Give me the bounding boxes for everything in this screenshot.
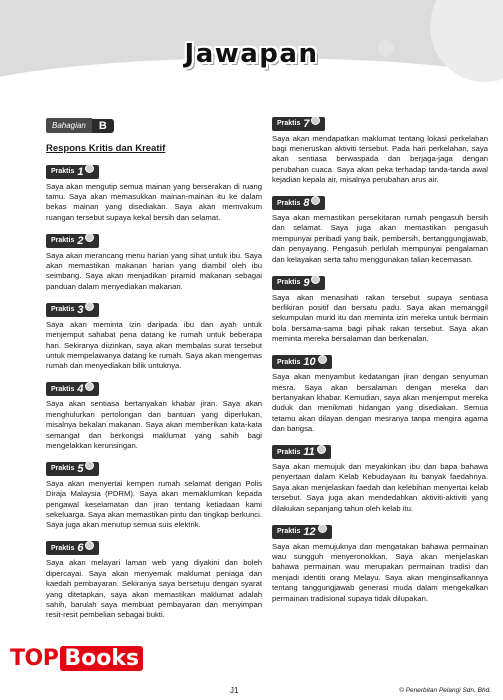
topbooks-watermark (10, 646, 143, 671)
bullet-dot-icon (85, 541, 94, 550)
answer-item (272, 192, 488, 266)
practice-tag (46, 541, 99, 555)
answer-text: Saya akan menasihati rakan tersebut supaya sentiasa berfikiran positif dan bersatu padu. Saya akan memanggil sekumpulan murid itu dan meminta izin mereka untuk bermain bola bersama-sama bagi pihak rakan tersebut. Saya akan meminta mereka bersalaman dan berkenalan. (272, 292, 488, 344)
practice-number: 1 (77, 165, 84, 178)
section-heading: Respons Kritis dan Kreatif (46, 143, 166, 154)
answer-list-left (46, 160, 262, 621)
practice-number: 2 (77, 234, 84, 247)
answer-item (272, 441, 488, 515)
page-number: J1 (230, 686, 239, 695)
answer-item (272, 112, 488, 186)
practice-label: Praktis (51, 168, 75, 175)
practice-tag (46, 234, 99, 248)
answer-text: Saya akan mengutip semua mainan yang berserakan di ruang tamu. Saya akan memasukkan mainan-mainan itu ke dalam bekas mainan yang disediakan. Saya akan memvakum ruangan tersebut supaya kekal bersih dan selamat. (46, 181, 262, 222)
practice-tag (272, 355, 332, 369)
practice-number: 11 (303, 446, 315, 459)
practice-tag (46, 462, 99, 476)
answer-text: Saya akan memastikan persekitaran rumah pengasuh bersih dan selamat. Saya juga akan memastikan pengasuh mempunyai peribadi yang baik, pembersih, bertanggungjawab, dan penyayang. Pengasuh perlulah mempunyai pengalaman dan kelayakan serta tahu menggunakan talian kecemasan. (272, 213, 488, 264)
practice-number: 9 (303, 276, 310, 289)
bullet-dot-icon (85, 302, 94, 311)
answer-item (46, 378, 262, 452)
bullet-dot-icon (318, 524, 327, 533)
practice-label: Praktis (51, 544, 75, 552)
practice-label: Praktis (277, 120, 301, 127)
practice-label: Praktis (277, 448, 301, 456)
answer-list-right (272, 112, 488, 604)
bullet-dot-icon (85, 164, 94, 173)
practice-tag (272, 117, 325, 131)
practice-tag (272, 445, 331, 459)
practice-tag (272, 525, 332, 539)
bullet-dot-icon (317, 445, 326, 454)
answer-text: Saya akan memujuknya dan mengatakan bahawa permainan wau sungguh menyeronokkan. Saya akan menjelaskan bahawa permainan wau merupakan permainan tradisi dan menjadi identiti orang Melayu. Saya akan menginsafkannya tentang tanggungjawab generasi muda dalam mengekalkan permainan tradisional supaya tidak dilupakan. (272, 541, 488, 603)
practice-label: Praktis (277, 199, 301, 207)
section-letter: B (92, 119, 114, 133)
answer-text: Saya akan sentiasa bertanyakan khabar jiran. Saya akan menghulurkan pertolongan dan bantuan yang diperlukan, misalnya bekalan makanan. Saya akan memberikan kata-kata semangat dan berkongsi maklumat yang sahih bagi mengelakkan kerunsingan. (46, 399, 262, 450)
practice-number: 12 (303, 525, 316, 538)
practice-label: Praktis (277, 279, 301, 287)
practice-label: Praktis (51, 237, 75, 245)
practice-number: 3 (77, 303, 84, 316)
practice-number: 8 (303, 197, 310, 210)
watermark-books: Books (60, 646, 143, 671)
practice-tag (46, 382, 99, 396)
practice-tag (272, 276, 325, 290)
bullet-dot-icon (311, 116, 320, 125)
practice-number: 5 (77, 462, 84, 475)
answer-item (272, 271, 488, 345)
watermark-top: TOP (10, 646, 59, 671)
answer-item (272, 351, 488, 435)
answer-text: Saya akan menyertai kempen rumah selamat dengan Polis Diraja Malaysia (PDRM). Saya akan memaklumkan kepada pengawal keselamatan dan jiran tentang ketiadaan kami sekeluarga. Saya akan memastikan pintu dan tingkap berkunci. Saya juga akan menutup semua suis elektrik. (46, 478, 262, 530)
practice-label: Praktis (51, 465, 75, 473)
answer-text: Saya akan mendapatkan maklumat tentang lokasi perkelahan bagi meneruskan aktiviti tersebut. Pada hari perkelahan, saya akan sentiasa berwaspada dan berjaga-jaga dengan perubahan cuaca. Saya akan peka terhadap tanda-tanda awal kejadian kepala air, misalnya perubahan arus air. (272, 133, 488, 185)
answer-text: Saya akan melayari laman web yang diyakini dan boleh dipercayai. Saya akan menyemak maklumat peniaga dan kaedah pembayaran. Sekiranya saya bersetuju dengan syarat yang ditetapkan, saya akan memastikan maklumat adalah sahih, barulah saya membuat pembayaran dan menyimpan resit-resit pembelian sebagai bukti. (46, 558, 262, 620)
answer-text: Saya akan memujuk dan meyakinkan ibu dan bapa bahawa penyertaan dalam Kelab Kebudayaan itu banyak faedahnya. Saya akan menjelaskan faedah dan kelebihan menyertai kelab tersebut. Saya juga akan mendedahkan aktiviti-aktiviti yang dilakukan sepanjang tahun oleh kelab itu. (272, 462, 488, 513)
practice-label: Praktis (277, 358, 301, 366)
practice-number: 10 (303, 356, 316, 369)
answer-item (46, 160, 262, 223)
practice-label: Praktis (277, 528, 301, 536)
left-column (46, 112, 262, 627)
practice-number: 7 (303, 117, 310, 130)
right-column (272, 112, 488, 610)
practice-label: Praktis (51, 306, 75, 314)
answer-text: Saya akan meminta izin daripada ibu dan ayah untuk menjemput sahabat pena datang ke rumah untuk beberapa hari. Sekiranya diizinkan, saya akan membalas surat tersebut untuk mempelawanya datang ke rumah. Saya akan mengemas rumah dan menyediakan bilik untuknya. (46, 319, 262, 371)
practice-tag (46, 165, 99, 179)
bullet-dot-icon (85, 233, 94, 242)
practice-number: 6 (77, 542, 84, 555)
practice-tag (46, 303, 99, 317)
answer-item (272, 520, 488, 604)
bullet-dot-icon (85, 382, 94, 391)
page-title: Jawapan (184, 39, 319, 69)
publisher-credit: © Penerbitan Pelangi Sdn. Bhd. (399, 687, 491, 694)
practice-number: 4 (77, 383, 84, 396)
answer-item (46, 537, 262, 621)
answer-text: Saya akan merancang menu harian yang sihat untuk ibu. Saya akan memastikan makanan harian yang diambil oleh ibu seimbang. Saya akan menjadikan piramid makanan sebagai panduan dalam menyediakan makanan. (46, 250, 262, 291)
answer-text: Saya akan menyambut kedatangan jiran dengan senyuman mesra. Saya akan bersalaman dengan mereka dan bertanyakan khabar. Kemudian, saya akan menjemput mereka duduk dan menikmati hidangan yang disediakan. Semua tetamu akan dilayan dengan mesranya tanpa mengira agama dan bangsa. (272, 372, 488, 434)
section-label: Bahagian (46, 118, 92, 133)
page-footer (0, 686, 503, 700)
answer-item (46, 457, 262, 531)
bullet-dot-icon (85, 461, 94, 470)
section-badge (46, 118, 114, 133)
practice-label: Praktis (51, 385, 75, 393)
answer-item (46, 229, 262, 292)
answer-item (46, 298, 262, 372)
bullet-dot-icon (318, 355, 327, 364)
practice-tag (272, 196, 325, 210)
bullet-dot-icon (311, 275, 320, 284)
bullet-dot-icon (311, 196, 320, 205)
